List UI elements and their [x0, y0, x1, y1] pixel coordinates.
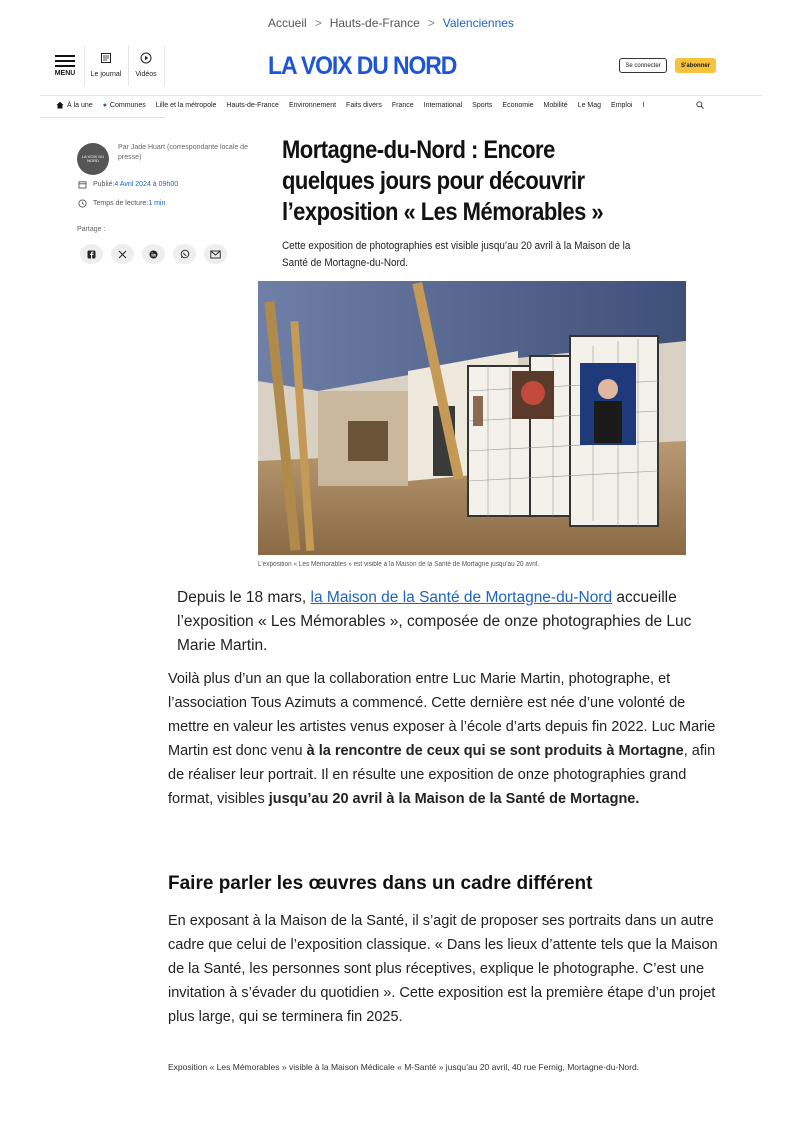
breadcrumb-region[interactable]: Hauts-de-France: [329, 16, 420, 30]
share-facebook-button[interactable]: [80, 244, 103, 264]
nav-item-mobilite[interactable]: Mobilité: [543, 101, 568, 109]
newspaper-icon: [100, 52, 112, 64]
subscribe-button[interactable]: S'abonner: [675, 58, 716, 73]
share-x-button[interactable]: [111, 244, 134, 264]
exhibition-photo-illustration: [258, 281, 686, 555]
article-lead: [177, 586, 717, 658]
nav-item-label: Communes: [109, 101, 146, 109]
nav-item-communes[interactable]: [103, 102, 146, 109]
main-nav: [56, 98, 716, 112]
maison-sante-link[interactable]: la Maison de la Santé de Mortagne-du-Nord: [310, 589, 613, 606]
nav-item-emploi[interactable]: Emploi: [611, 101, 633, 109]
avatar: LA VOIX DU NORD: [77, 143, 109, 175]
nav-item-economie[interactable]: Economie: [502, 101, 534, 109]
mail-icon: [210, 250, 221, 259]
linkedin-icon: [149, 250, 158, 259]
lead-text: Depuis le 18 mars,: [177, 589, 311, 606]
nav-item-france[interactable]: France: [391, 101, 414, 109]
published-label: Publié:: [93, 181, 115, 188]
article-title: Mortagne-du-Nord : Encore quelques jours pour découvrir l’exposition « Les Mémorables »: [282, 136, 604, 226]
photo-caption: L’exposition « Les Mémorables » est visible à la Maison de la Santé de Mortagne jusqu’au 20 avril.: [258, 561, 540, 568]
site-header: [40, 40, 762, 96]
nav-item-a-la-une[interactable]: [56, 101, 93, 109]
whatsapp-icon: [180, 249, 190, 259]
breadcrumb-current[interactable]: Valenciennes: [442, 16, 514, 30]
videos-label: Vidéos: [135, 71, 157, 78]
divider: [128, 46, 129, 86]
site-logo[interactable]: LA VOIX DU NORD: [268, 52, 457, 80]
share-buttons: [80, 244, 227, 264]
search-icon[interactable]: [696, 101, 704, 109]
lead-text: accueille l’exposition « Les Mémorables », composée de onze photographies de Luc Marie Martin.: [177, 589, 692, 654]
share-linkedin-button[interactable]: [142, 244, 165, 264]
home-icon: [56, 101, 64, 109]
paragraph-bold: jusqu’au 20 avril à la Maison de la Santé de Mortagne.: [268, 791, 640, 807]
menu-button[interactable]: [52, 52, 78, 77]
login-button[interactable]: Se connecter: [619, 58, 667, 73]
paragraph-text: , afin de réaliser leur portrait. Il en résulte une exposition de onze photographies grand format, visibles: [168, 743, 716, 807]
section-heading: Faire parler les œuvres dans un cadre différent: [168, 873, 593, 894]
reading-time-value: 1 min: [148, 200, 166, 207]
breadcrumb-home[interactable]: Accueil: [268, 16, 307, 30]
paragraph-text: Voilà plus d’un an que la collaboration entre Luc Marie Martin, photographe, et l’association Tous Azimuts a commencé. Cette dernière est née d’une volonté de mettre en valeur les artistes venus exposer à l’école d’arts depuis fin 2022. Luc Marie Martin est donc venu: [168, 671, 716, 759]
x-icon: [118, 250, 127, 259]
breadcrumb: [268, 16, 514, 30]
nav-item-truncated[interactable]: I: [642, 101, 645, 109]
facebook-icon: [87, 250, 96, 259]
published-row: [78, 180, 178, 189]
videos-link[interactable]: [132, 52, 160, 78]
article-subtitle: Cette exposition de photographies est visible jusqu’au 20 avril à la Maison de la Santé de Mortagne-du-Nord.: [282, 240, 631, 269]
share-mail-button[interactable]: [204, 244, 227, 264]
published-date: 4 Avril 2024 à 09h00: [114, 181, 179, 188]
share-label: Partage :: [77, 226, 106, 233]
breadcrumb-separator: >: [427, 16, 435, 30]
nav-item-faits-divers[interactable]: Faits divers: [346, 101, 382, 109]
nav-item-environnement[interactable]: Environnement: [288, 101, 337, 109]
divider: [164, 46, 165, 86]
article-paragraph: [168, 667, 724, 811]
nav-item-sports[interactable]: Sports: [472, 101, 493, 109]
article-paragraph: En exposant à la Maison de la Santé, il s’agit de proposer ses portraits dans un autre cadre que celui de l’exposition classique. « Dans les lieux d’attente tels que la Maison de la Santé, les personnes sont plus réceptives, explique le photographe. C’est une invitation à s’évader du quotidien ». Cette exposition est la première étape d’un projet plus large, qui se terminera fin 2025.: [168, 913, 718, 1025]
article-photo: [258, 281, 686, 555]
play-icon: [140, 52, 152, 64]
nav-item-le-mag[interactable]: Le Mag: [577, 101, 602, 109]
paragraph-bold: à la rencontre de ceux qui se sont produits à Mortagne: [306, 743, 684, 759]
nav-item-hauts-de-france[interactable]: Hauts-de-France: [226, 101, 279, 109]
nav-underline: [40, 117, 165, 118]
calendar-icon: [78, 180, 87, 189]
article-footnote: Exposition « Les Mémorables » visible à la Maison Médicale « M-Santé » jusqu’au 20 avril, 40 rue Fernig, Mortagne-du-Nord.: [168, 1062, 640, 1072]
author-name: Par Jade Huart (correspondante locale de presse): [118, 144, 248, 161]
reading-time-row: [78, 199, 165, 208]
reading-time-label: Temps de lecture:: [93, 200, 149, 207]
divider: [84, 46, 85, 86]
share-whatsapp-button[interactable]: [173, 244, 196, 264]
journal-link[interactable]: [90, 52, 122, 78]
journal-label: Le journal: [90, 71, 122, 78]
nav-item-lille[interactable]: Lille et la métropole: [155, 101, 217, 109]
menu-icon: [52, 55, 78, 67]
breadcrumb-separator: >: [314, 16, 322, 30]
nav-item-international[interactable]: International: [423, 101, 463, 109]
menu-label: MENU: [54, 70, 76, 77]
clock-icon: [78, 199, 87, 208]
nav-item-label: À la une: [67, 101, 93, 109]
pin-icon: ●: [102, 101, 107, 109]
